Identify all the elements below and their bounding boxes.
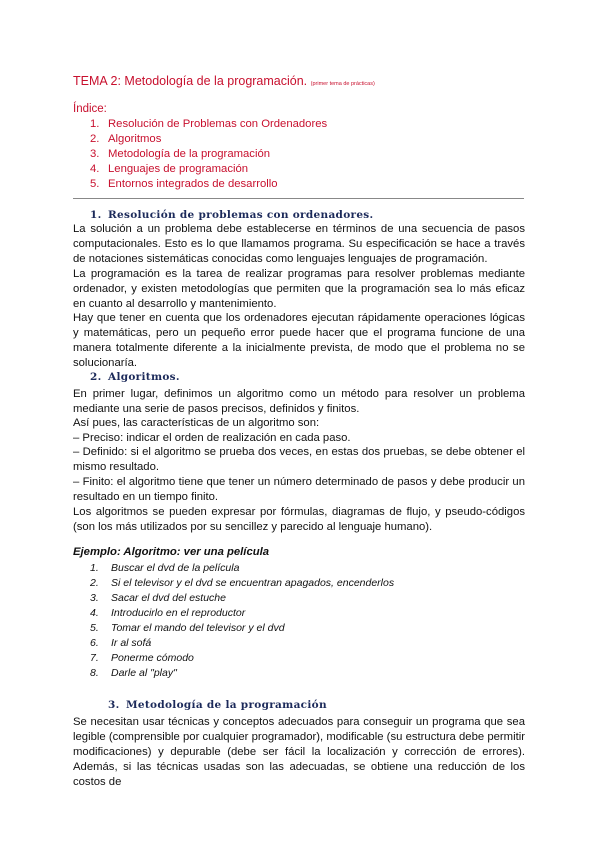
step-text: Tomar el mando del televisor y el dvd	[111, 622, 285, 634]
example-step	[90, 621, 394, 636]
table-of-contents	[90, 117, 327, 192]
step-number: 6.	[90, 637, 99, 649]
toc-text: Metodología de la programación	[108, 148, 271, 160]
section-1-paragraph-3: Hay que tener en cuenta que los ordenadores ejecutan rápidamente operaciones lógicas y matemáticas, pero un pequeño error puede hacer que el programa funcione de una manera totalmente diferente a la inicialmente prevista, de modo que el problema no se solucionaría.	[73, 312, 525, 369]
example-step	[90, 651, 394, 666]
toc-item[interactable]	[90, 162, 327, 177]
example-steps	[90, 561, 394, 681]
section-1-paragraph-1: La solución a un problema debe establecerse en términos de una secuencia de pasos computacionales. Esto es lo que llamamos programa. Su especificación se hace a través de notaciones sistemáticas conocidas como lenguajes lenguajes de programación.	[73, 223, 525, 265]
toc-item[interactable]	[90, 177, 327, 192]
section-1-heading: 1. Resolución de problemas con ordenadores.	[90, 209, 374, 221]
step-number: 3.	[90, 592, 99, 604]
section-3-heading	[108, 699, 327, 711]
step-number: 5.	[90, 622, 99, 634]
section-number: 3.	[108, 699, 120, 711]
example-step	[90, 606, 394, 621]
section-3-paragraph-1: Se necesitan usar técnicas y conceptos adecuados para conseguir un programa que sea legible (comprensible por cualquier programador), modificable (su estructura debe permitir modificaciones) y depurable (debe ser fácil la localización y corrección de errores). Además, si las técnicas usadas son las adecuadas, se obtiene una reducción de los costos de	[73, 716, 525, 788]
toc-text: Algoritmos	[108, 133, 162, 145]
example-step	[90, 636, 394, 651]
section-2-paragraph-6: Los algoritmos se pueden expresar por fórmulas, diagramas de flujo, y pseudo-códigos (son los más utilizados por su sencillez y parecido al lenguaje humano).	[73, 506, 525, 533]
section-2-paragraph-4: – Definido: si el algoritmo se prueba dos veces, en estas dos pruebas, se debe obtener el mismo resultado.	[73, 446, 525, 473]
toc-text: Entornos integrados de desarrollo	[108, 178, 278, 190]
step-number: 1.	[90, 562, 99, 574]
example-title: Ejemplo: Algoritmo: ver una película	[73, 546, 270, 558]
step-text: Introducirlo en el reproductor	[111, 607, 246, 619]
document-title	[73, 74, 375, 88]
toc-number: 5.	[90, 178, 100, 190]
step-text: Ir al sofá	[111, 637, 152, 649]
title-note: (primer tema de prácticas)	[310, 81, 375, 87]
section-2-heading: 2. Algoritmos.	[90, 371, 180, 383]
section-2-paragraph-1: En primer lugar, definimos un algoritmo como un método para resolver un problema mediante una serie de pasos precisos, definidos y finitos.	[73, 388, 525, 415]
toc-item[interactable]	[90, 117, 327, 132]
example-step	[90, 561, 394, 576]
example-step	[90, 591, 394, 606]
section-1-paragraph-2: La programación es la tarea de realizar programas para resolver problemas mediante ordenador, y existen metodologías que permiten que la programación sea lo más eficaz en cuanto al desarrollo y mantenimiento.	[73, 268, 525, 310]
toc-number: 4.	[90, 163, 100, 175]
toc-number: 2.	[90, 133, 100, 145]
title-text: TEMA 2: Metodología de la programación.	[73, 74, 308, 88]
toc-item[interactable]	[90, 132, 327, 147]
step-number: 2.	[90, 577, 99, 589]
toc-item[interactable]	[90, 147, 327, 162]
step-text: Sacar el dvd del estuche	[111, 592, 226, 604]
section-2-paragraph-3: – Preciso: indicar el orden de realización en cada paso.	[73, 432, 351, 444]
step-number: 4.	[90, 607, 99, 619]
step-number: 7.	[90, 652, 99, 664]
example-step	[90, 576, 394, 591]
example-step	[90, 666, 394, 681]
section-title: Resolución de problemas con ordenadores	[108, 209, 370, 221]
step-text: Buscar el dvd de la película	[111, 562, 240, 574]
section-2-paragraph-5: – Finito: el algoritmo tiene que tener un número determinado de pasos y debe producir un resultado en un tiempo finito.	[73, 476, 525, 503]
section-title: Metodología de la programación	[126, 699, 327, 711]
section-2-paragraph-2: Así pues, las características de un algoritmo son:	[73, 417, 320, 429]
step-text: Ponerme cómodo	[111, 652, 194, 664]
toc-text: Lenguajes de programación	[108, 163, 249, 175]
index-label: Índice:	[73, 103, 107, 115]
toc-number: 1.	[90, 118, 100, 130]
toc-text: Resolución de Problemas con Ordenadores	[108, 118, 328, 130]
step-text: Si el televisor y el dvd se encuentran apagados, encenderlos	[111, 577, 395, 589]
toc-number: 3.	[90, 148, 100, 160]
step-text: Darle al "play"	[111, 667, 177, 679]
horizontal-divider	[73, 198, 524, 199]
section-number: 2.	[90, 371, 102, 383]
section-title: Algoritmos	[108, 371, 176, 383]
step-number: 8.	[90, 667, 99, 679]
section-number: 1.	[90, 209, 102, 221]
